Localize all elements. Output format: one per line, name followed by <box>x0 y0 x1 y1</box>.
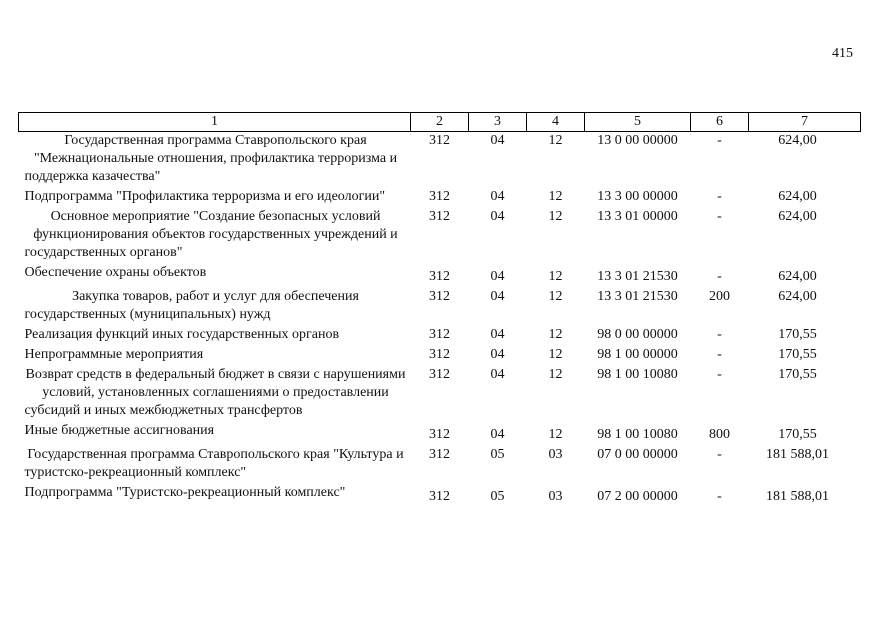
row-sum: 624,00 <box>778 133 817 148</box>
row-name: Подпрограмма "Профилактика терроризма и его идеологии" <box>24 189 386 204</box>
row-pr: 03 <box>548 447 563 462</box>
row-csr: 13 3 01 21530 <box>597 289 678 304</box>
table-row <box>19 188 861 208</box>
col-header-7: 7 <box>749 113 861 132</box>
row-name: Непрограммные мероприятия <box>24 347 204 362</box>
row-vr: - <box>717 189 722 204</box>
row-name: Возврат средств в федеральный бюджет в связи с нарушениями условий, установленных соглашениями о предоставлении субсидий и иных межбюджетных трансфертов <box>24 367 406 418</box>
row-csr: 13 0 00 00000 <box>597 133 678 148</box>
row-csr: 13 3 00 00000 <box>597 189 678 204</box>
row-vr: - <box>717 133 722 148</box>
row-ved: 312 <box>429 209 450 224</box>
row-pr: 12 <box>548 367 563 382</box>
row-pr: 12 <box>548 269 563 284</box>
row-rz: 04 <box>490 367 505 382</box>
table-row <box>19 208 861 264</box>
col-header-3: 3 <box>469 113 527 132</box>
row-sum: 170,55 <box>778 367 817 382</box>
row-ved: 312 <box>429 189 450 204</box>
row-sum: 170,55 <box>778 327 817 342</box>
row-pr: 03 <box>548 489 563 504</box>
row-ved: 312 <box>429 367 450 382</box>
table-row <box>19 366 861 422</box>
row-ved: 312 <box>429 447 450 462</box>
row-rz: 04 <box>490 133 505 148</box>
row-ved: 312 <box>429 133 450 148</box>
row-pr: 12 <box>548 189 563 204</box>
row-name: Обеспечение охраны объектов <box>24 265 207 280</box>
row-rz: 04 <box>490 209 505 224</box>
row-sum: 170,55 <box>778 347 817 362</box>
row-csr: 07 2 00 00000 <box>597 489 678 504</box>
row-vr: 200 <box>709 289 730 304</box>
table-row <box>19 346 861 366</box>
row-csr: 07 0 00 00000 <box>597 447 678 462</box>
row-sum: 181 588,01 <box>766 489 829 504</box>
row-vr: 800 <box>709 427 730 442</box>
row-csr: 13 3 01 21530 <box>597 269 678 284</box>
row-sum: 181 588,01 <box>766 447 829 462</box>
row-name: Закупка товаров, работ и услуг для обеспечения государственных (муниципальных) нужд <box>24 289 359 322</box>
row-ved: 312 <box>429 269 450 284</box>
row-rz: 04 <box>490 327 505 342</box>
table-row <box>19 446 861 484</box>
row-rz: 05 <box>490 447 505 462</box>
row-csr: 98 1 00 00000 <box>597 347 678 362</box>
row-rz: 04 <box>490 347 505 362</box>
row-sum: 624,00 <box>778 289 817 304</box>
row-ved: 312 <box>429 489 450 504</box>
page-number: 415 <box>832 46 853 61</box>
row-pr: 12 <box>548 289 563 304</box>
col-header-4: 4 <box>527 113 585 132</box>
row-csr: 98 0 00 00000 <box>597 327 678 342</box>
row-rz: 04 <box>490 189 505 204</box>
table-row <box>19 288 861 326</box>
row-vr: - <box>717 447 722 462</box>
table-row <box>19 264 861 288</box>
table-row <box>19 132 861 189</box>
row-rz: 04 <box>490 427 505 442</box>
row-sum: 624,00 <box>778 189 817 204</box>
row-vr: - <box>717 327 722 342</box>
col-header-5: 5 <box>585 113 691 132</box>
col-header-2: 2 <box>411 113 469 132</box>
table-row <box>19 422 861 446</box>
row-sum: 624,00 <box>778 269 817 284</box>
row-vr: - <box>717 269 722 284</box>
row-rz: 04 <box>490 269 505 284</box>
row-rz: 05 <box>490 489 505 504</box>
row-rz: 04 <box>490 289 505 304</box>
row-pr: 12 <box>548 427 563 442</box>
table-row <box>19 484 861 508</box>
row-name: Государственная программа Ставропольского края "Межнациональные отношения, профилактика терроризма и поддержка казачества" <box>24 133 398 184</box>
row-vr: - <box>717 489 722 504</box>
row-pr: 12 <box>548 133 563 148</box>
row-ved: 312 <box>429 427 450 442</box>
row-sum: 170,55 <box>778 427 817 442</box>
row-pr: 12 <box>548 327 563 342</box>
row-csr: 13 3 01 00000 <box>597 209 678 224</box>
row-pr: 12 <box>548 209 563 224</box>
row-name: Государственная программа Ставропольского края "Культура и туристско-рекреационный комплекс" <box>24 447 404 480</box>
row-pr: 12 <box>548 347 563 362</box>
row-sum: 624,00 <box>778 209 817 224</box>
row-vr: - <box>717 347 722 362</box>
header-row <box>19 113 861 132</box>
budget-table <box>18 112 861 508</box>
row-vr: - <box>717 367 722 382</box>
row-name: Иные бюджетные ассигнования <box>24 423 215 438</box>
row-vr: - <box>717 209 722 224</box>
table-row <box>19 326 861 346</box>
row-csr: 98 1 00 10080 <box>597 367 678 382</box>
row-name: Основное мероприятие "Создание безопасных условий функционирования объектов государственных учреждений и государственных органов" <box>24 209 398 260</box>
row-ved: 312 <box>429 327 450 342</box>
row-name: Реализация функций иных государственных органов <box>24 327 340 342</box>
col-header-1: 1 <box>19 113 411 132</box>
col-header-6: 6 <box>691 113 749 132</box>
row-csr: 98 1 00 10080 <box>597 427 678 442</box>
row-name: Подпрограмма "Туристско-рекреационный комплекс" <box>24 485 346 500</box>
row-ved: 312 <box>429 289 450 304</box>
row-ved: 312 <box>429 347 450 362</box>
